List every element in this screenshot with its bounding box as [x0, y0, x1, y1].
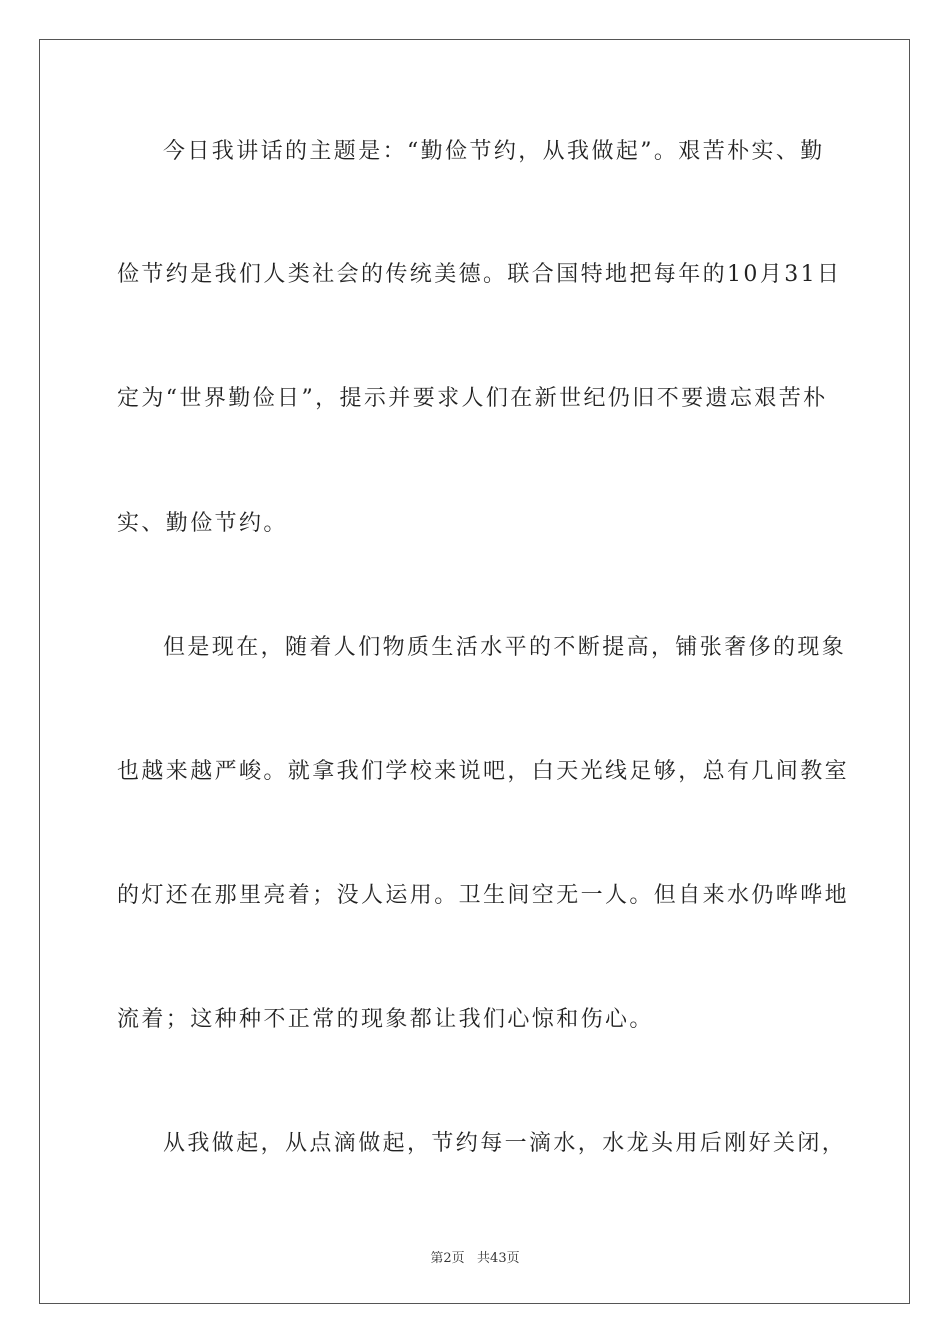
paragraph-2-line-2: 也越来越严峻。就拿我们学校来说吧，白天光线足够，总有几间教室 — [117, 759, 850, 784]
paragraph-1-line-3: 定为“世界勤俭日”，提示并要求人们在新世纪仍旧不要遗忘艰苦朴 — [117, 386, 828, 411]
paragraph-2-line-4: 流着；这种种不正常的现象都让我们心惊和伤心。 — [117, 1007, 654, 1032]
paragraph-2-line-3: 的灯还在那里亮着；没人运用。卫生间空无一人。但自来水仍哗哗地 — [117, 883, 850, 908]
paragraph-1-line-2: 俭节约是我们人类社会的传统美德。联合国特地把每年的10月31日 — [117, 262, 842, 287]
paragraph-1-line-4: 实、勤俭节约。 — [117, 511, 288, 536]
paragraph-2-line-1: 但是现在，随着人们物质生活水平的不断提高，铺张奢侈的现象 — [163, 635, 847, 660]
paragraph-3-line-1: 从我做起，从点滴做起，节约每一滴水，水龙头用后刚好关闭， — [163, 1131, 847, 1156]
page-number-footer: 第2页 共43页 — [430, 1251, 520, 1266]
page-border — [39, 39, 910, 1304]
paragraph-1-line-1: 今日我讲话的主题是：“勤俭节约，从我做起”。艰苦朴实、勤 — [163, 139, 825, 164]
